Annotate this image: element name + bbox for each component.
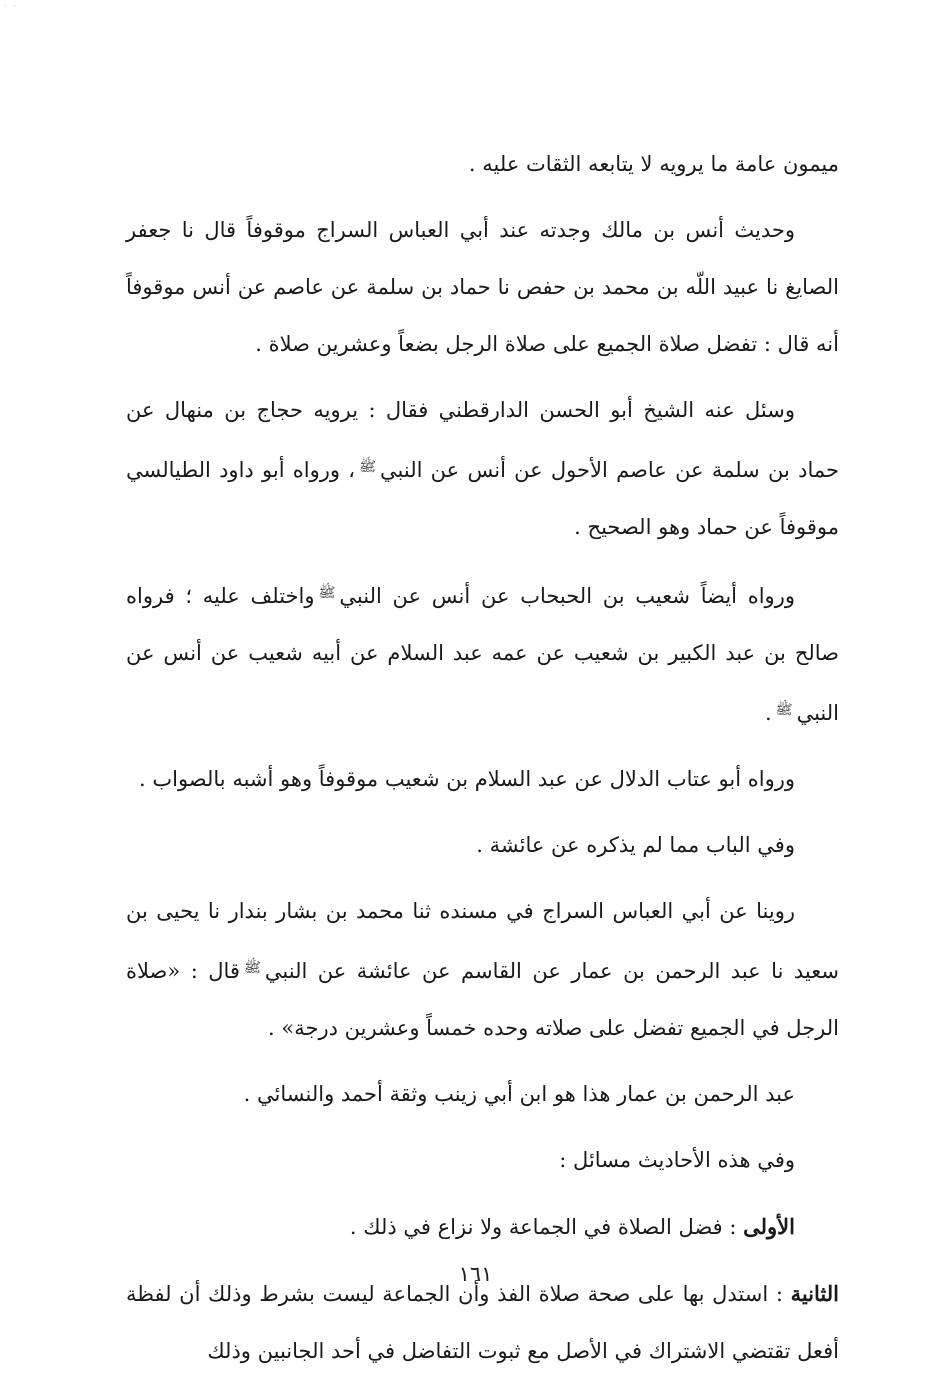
paragraph-3-text-b: ، ورواه أبو داود الطيالسي موقوفاً عن حماد وهو الصحيح . <box>126 458 839 539</box>
paragraph-6: وفي الباب مما لم يذكره عن عائشة . <box>476 833 795 857</box>
pbuh-ligature-icon: ﷺ <box>318 585 336 601</box>
paragraph-5: ورواه أبو عتاب الدلال عن عبد السلام بن شعيب موقوفاً وهو أشبه بالصواب . <box>138 767 795 791</box>
paragraph-9: وفي هذه الأحاديث مسائل : <box>559 1148 795 1172</box>
paragraph-7-text-b: قال : «صلاة الرجل في الجميع تفضل على صلاته وحده خمساً وعشرين درجة» . <box>126 959 839 1040</box>
pbuh-ligature-icon: ﷺ <box>243 960 261 976</box>
paragraph-1: ميمون عامة ما يرويه لا يتابعه الثقات عليه . <box>468 152 839 176</box>
paragraph-8: عبد الرحمن بن عمار هذا هو ابن أبي زينب وثقة أحمد والنسائي . <box>243 1082 795 1106</box>
body-text <box>126 136 839 1389</box>
paragraph-4-text-c: . <box>764 701 772 725</box>
paragraph-7-text-a: روينا عن أبي العباس السراج في مسنده ثنا محمد بن بشار بندار نا يحيى بن سعيد نا عبد الرحمن بن عمار عن القاسم عن عائشة عن النبي <box>126 899 839 983</box>
paragraph-11-label: الثانية <box>790 1281 839 1306</box>
paragraph-4 <box>126 565 839 742</box>
paragraph-3-text-a: وسئل عنه الشيخ أبو الحسن الدارقطني فقال : يرويه حجاج بن منهال عن حماد بن سلمة عن عاصم الأحول عن أنس عن النبي <box>126 398 839 482</box>
paragraph-10-label: الأولى <box>743 1214 795 1239</box>
paragraph-11-text: : استدل بها على صحة صلاة الفذ وأن الجماعة ليست بشرط وذلك أن لفظة أفعل تقتضي الاشتراك في الأصل مع ثبوت التفاضل في أحد الجانبين وذلك <box>126 1282 839 1363</box>
page-number: ١٦١ <box>458 1262 493 1286</box>
pbuh-ligature-icon: ﷺ <box>359 459 377 475</box>
paragraph-10 <box>126 1198 839 1256</box>
paragraph-2: وحديث أنس بن مالك وجدته عند أبي العباس السراج موقوفاً قال نا جعفر الصايغ نا عبيد اللّه بن محمد بن حفص نا حماد بن سلمة عن عاصم عن أنس موقوفاً أنه قال : تفضل صلاة الجميع على صلاة الرجل بضعاً وعشرين صلاة . <box>126 218 839 356</box>
paragraph-4-text-a: ورواه أيضاً شعيب بن الحبحاب عن أنس عن النبي <box>339 584 795 608</box>
pbuh-ligature-icon: ﷺ <box>775 702 793 718</box>
paragraph-7 <box>126 883 839 1057</box>
paragraph-10-text: : فضل الصلاة في الجماعة ولا نزاع في ذلك . <box>349 1215 737 1239</box>
paragraph-4-text-b: واختلف عليه ؛ فرواه صالح بن عبد الكبير بن شعيب عن عمه عبد السلام عن أبيه شعيب عن أنس عن النبي <box>126 584 839 725</box>
paragraph-3 <box>126 382 839 556</box>
scan-corner-mark: · · <box>4 2 18 11</box>
